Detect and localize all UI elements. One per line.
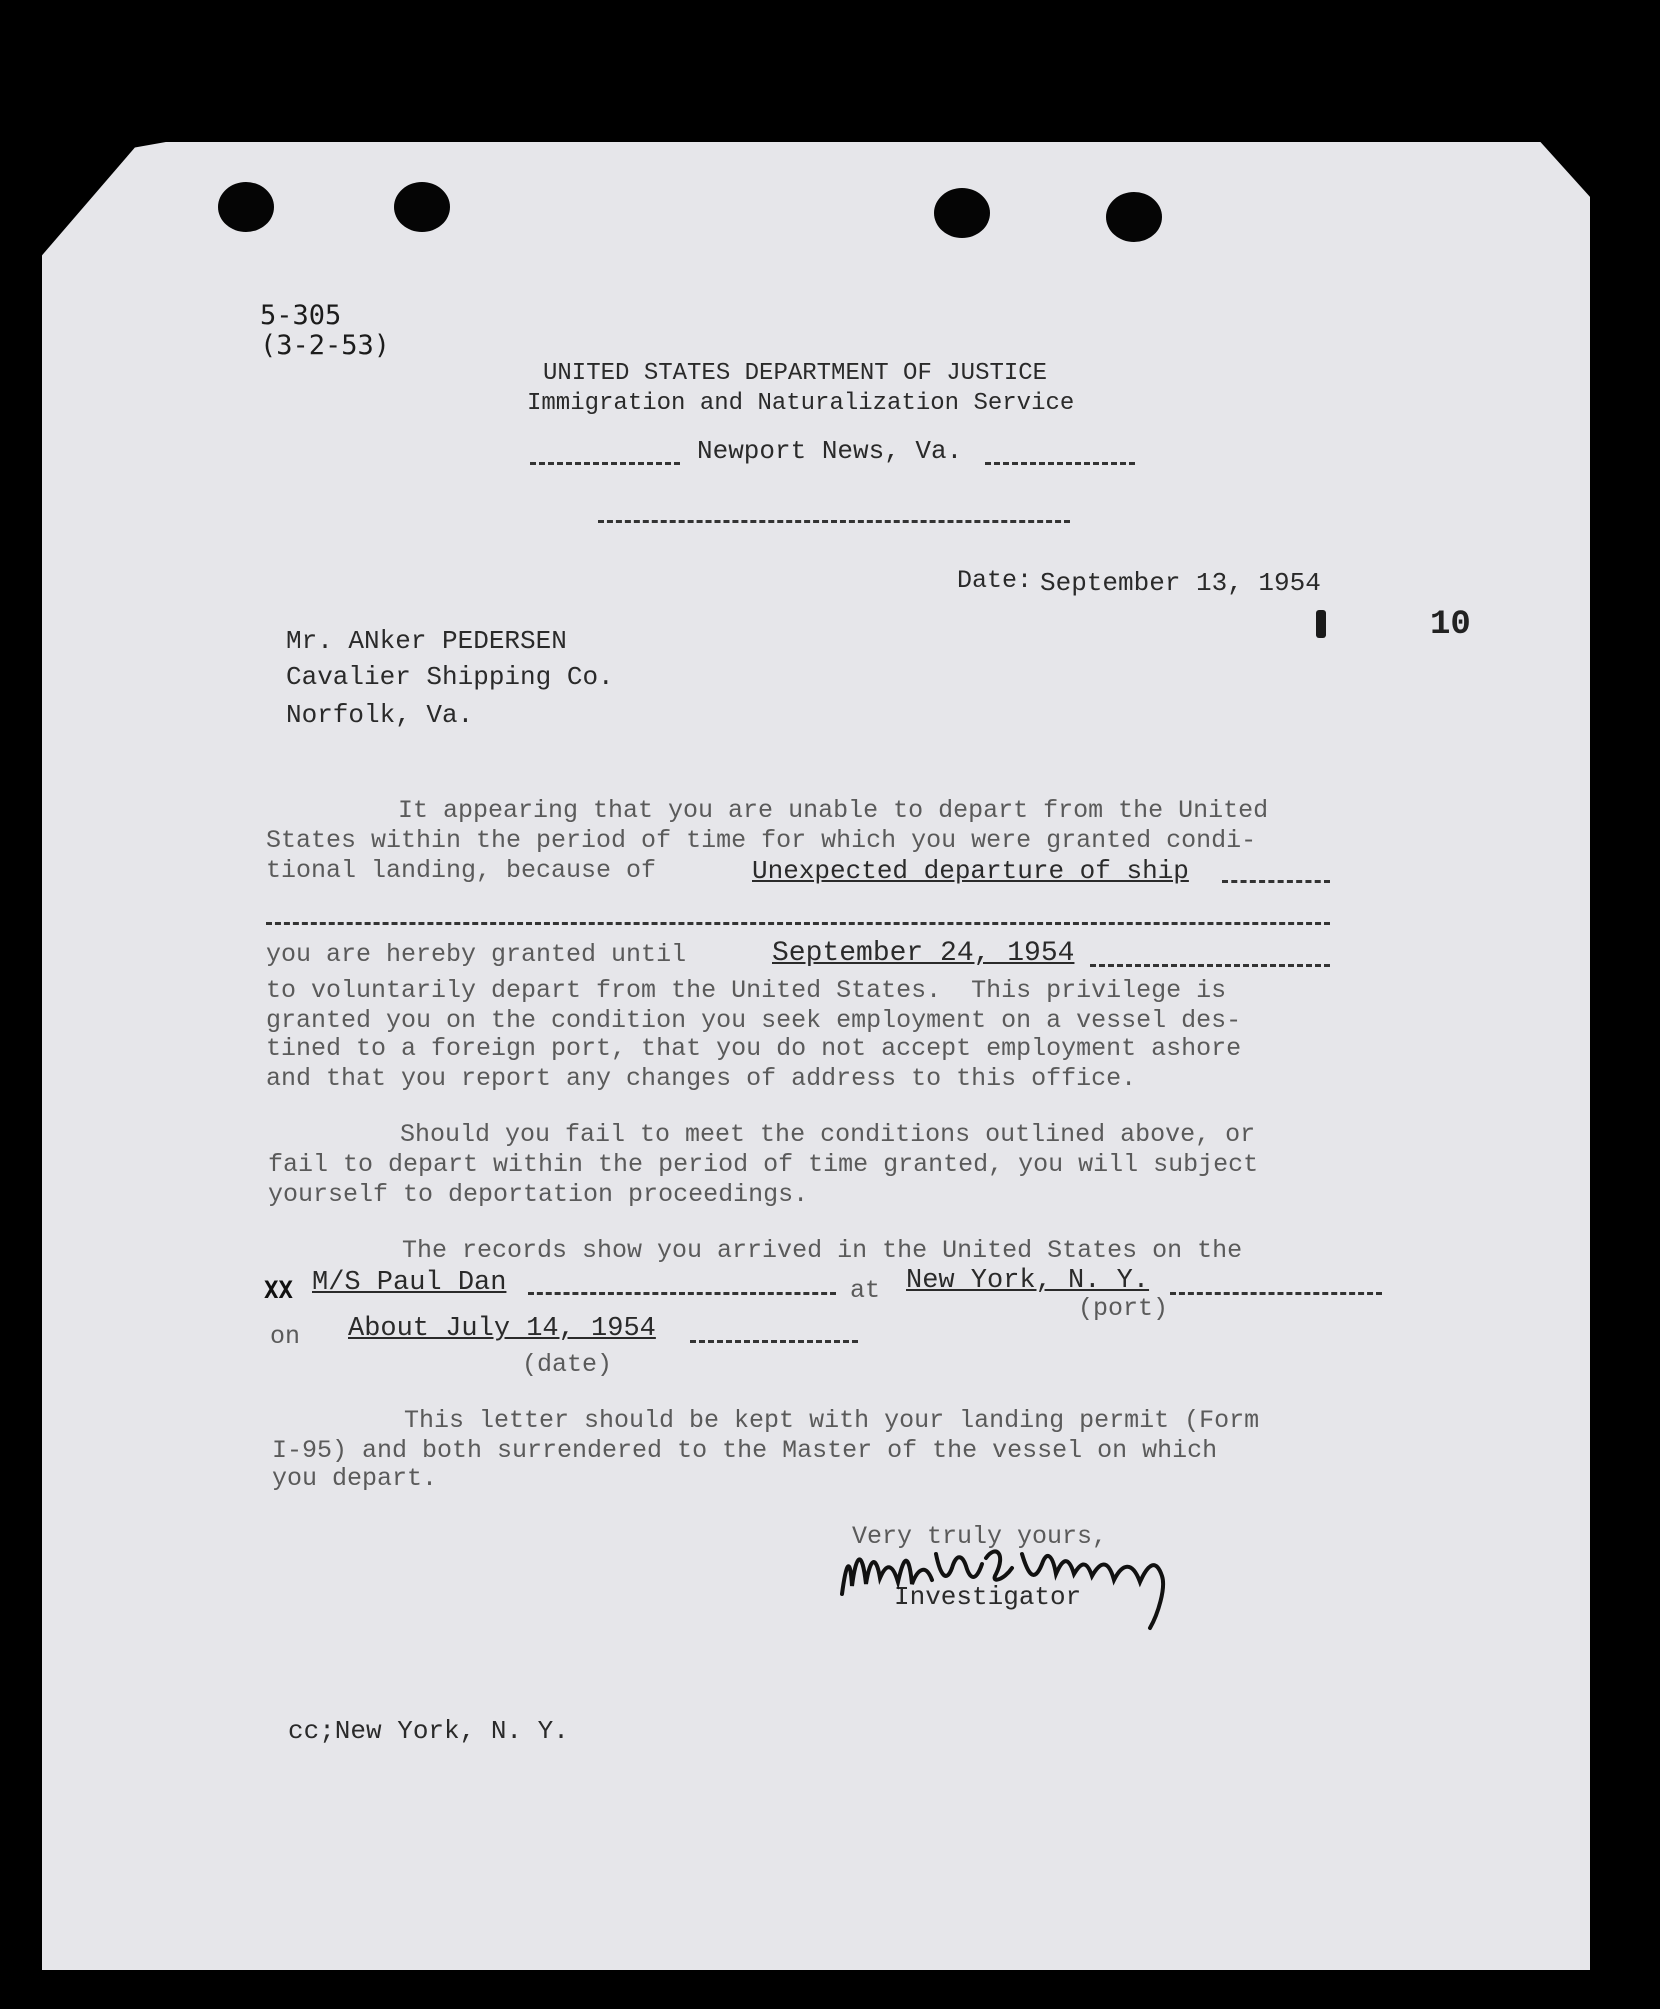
- salutation: Very truly yours,: [852, 1522, 1108, 1551]
- paragraph-4-line-3: you depart.: [272, 1464, 438, 1493]
- paragraph-1-line-6: granted you on the condition you seek employment on a vessel des-: [266, 1006, 1242, 1035]
- port-name: New York, N. Y.: [906, 1266, 1150, 1296]
- punch-hole-3: [934, 188, 990, 238]
- service-heading: Immigration and Naturalization Service: [527, 390, 1075, 417]
- until-line-end: [1090, 964, 1330, 967]
- on-label: on: [270, 1322, 301, 1351]
- office-line-left: [530, 462, 680, 465]
- office-location: Newport News, Va.: [697, 436, 963, 466]
- date-value: September 13, 1954: [1040, 568, 1321, 598]
- department-heading: UNITED STATES DEPARTMENT OF JUSTICE: [543, 360, 1048, 387]
- port-caption: (port): [1078, 1294, 1169, 1323]
- paragraph-1-line-1: It appearing that you are unable to depart from the United: [398, 796, 1269, 825]
- cc-line: cc;New York, N. Y.: [288, 1716, 569, 1746]
- paragraph-1-line-8: and that you report any changes of address to this office.: [266, 1064, 1137, 1093]
- reason-line-blank: [266, 922, 1330, 925]
- paragraph-1-line-7: tined to a foreign port, that you do not accept employment ashore: [266, 1034, 1242, 1063]
- paragraph-2-line-1: Should you fail to meet the conditions outlined above, or: [400, 1120, 1256, 1149]
- paragraph-1-line-5: to voluntarily depart from the United States. This privilege is: [266, 976, 1227, 1005]
- grant-prefix: you are hereby granted until: [266, 940, 687, 969]
- punch-hole-1: [218, 182, 274, 232]
- form-number: 5-305: [260, 300, 342, 331]
- reason-text: Unexpected departure of ship: [752, 856, 1189, 886]
- office-line-right: [985, 462, 1135, 465]
- paragraph-4-line-2: I-95) and both surrendered to the Master of the vessel on which: [272, 1436, 1218, 1465]
- signature: [836, 1524, 1246, 1634]
- until-date: September 24, 1954: [772, 938, 1075, 969]
- punch-hole-4: [1106, 192, 1162, 242]
- struck-out-text: XX: [264, 1276, 293, 1304]
- paragraph-2-line-2: fail to depart within the period of time granted, you will subject: [268, 1150, 1259, 1179]
- punch-hole-2: [394, 182, 450, 232]
- paragraph-4-line-1: This letter should be kept with your landing permit (Form: [404, 1406, 1260, 1435]
- vessel-name: M/S Paul Dan: [312, 1268, 507, 1298]
- paragraph-1-line-2: States within the period of time for which you were granted condi-: [266, 826, 1257, 855]
- ink-mark: [1316, 610, 1326, 638]
- arrival-date: About July 14, 1954: [348, 1314, 656, 1344]
- port-line: [1170, 1292, 1382, 1295]
- signer-title: Investigator: [894, 1582, 1082, 1612]
- paragraph-1-line-3: tional landing, because of: [266, 856, 657, 885]
- arrival-line: [690, 1340, 858, 1343]
- date-label: Date:: [957, 566, 1033, 595]
- recipient-city: Norfolk, Va.: [286, 700, 474, 730]
- page-number: 10: [1430, 606, 1471, 644]
- reason-line-end: [1222, 880, 1330, 883]
- recipient-name: Mr. ANker PEDERSEN: [286, 626, 567, 656]
- office-line-second: [598, 520, 1070, 523]
- date-caption: (date): [522, 1350, 613, 1379]
- recipient-company: Cavalier Shipping Co.: [286, 662, 614, 692]
- paragraph-2-line-3: yourself to deportation proceedings.: [268, 1180, 809, 1209]
- paragraph-3-line-1: The records show you arrived in the United States on the: [402, 1236, 1243, 1265]
- vessel-line: [528, 1292, 836, 1295]
- form-revision: (3-2-53): [260, 330, 391, 361]
- at-label: at: [850, 1276, 881, 1305]
